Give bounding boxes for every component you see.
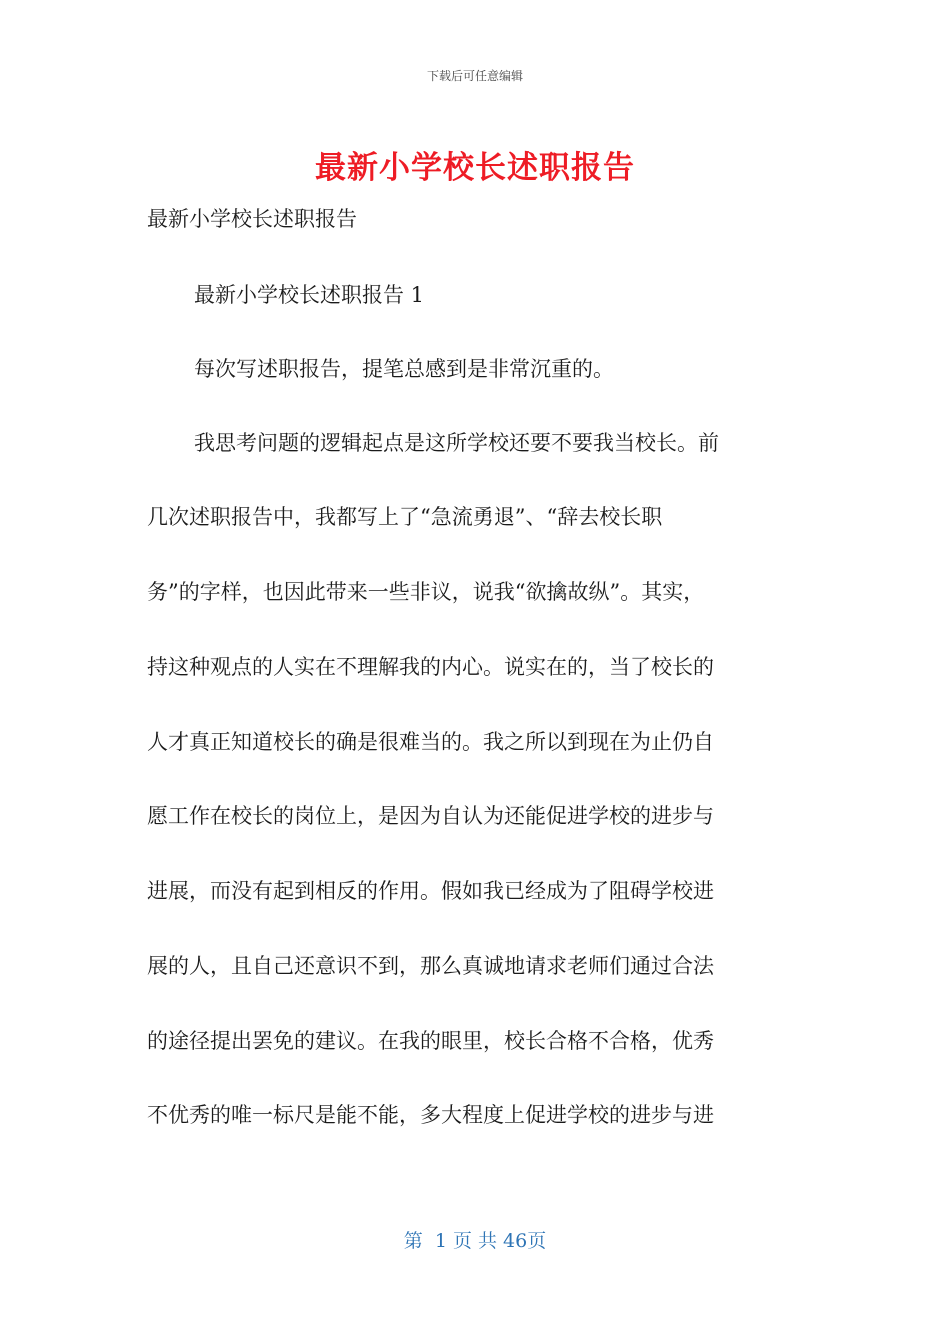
paragraph-line: 每次写述职报告，提笔总感到是非常沉重的。 [194, 357, 614, 381]
paragraph-line: 几次述职报告中，我都写上了“急流勇退”、“辞去校长职 [147, 505, 663, 529]
section-heading: 最新小学校长述职报告 1 [194, 283, 425, 307]
paragraph-line: 不优秀的唯一标尺是能不能，多大程度上促进学校的进步与进 [147, 1103, 714, 1127]
paragraph-line: 我思考问题的逻辑起点是这所学校还要不要我当校长。前 [194, 431, 719, 455]
paragraph-line: 进展，而没有起到相反的作用。假如我已经成为了阻碍学校进 [147, 879, 714, 903]
subtitle-line: 最新小学校长述职报告 [147, 207, 357, 231]
paragraph-line: 愿工作在校长的岗位上，是因为自认为还能促进学校的进步与 [147, 804, 714, 828]
paragraph-line: 持这种观点的人实在不理解我的内心。说实在的，当了校长的 [147, 655, 714, 679]
header-note: 下载后可任意编辑 [426, 69, 523, 83]
paragraph-line: 展的人，且自己还意识不到，那么真诚地请求老师们通过合法 [147, 954, 714, 978]
page-number: 第 1 页 共 46页 [403, 1230, 547, 1252]
paragraph-line: 的途径提出罢免的建议。在我的眼里，校长合格不合格，优秀 [147, 1029, 714, 1053]
paragraph-line: 人才真正知道校长的确是很难当的。我之所以到现在为止仍自 [147, 730, 714, 754]
document-title: 最新小学校长述职报告 [315, 150, 635, 186]
paragraph-line: 务”的字样，也因此带来一些非议，说我“欲擒故纵”。其实， [147, 580, 705, 604]
